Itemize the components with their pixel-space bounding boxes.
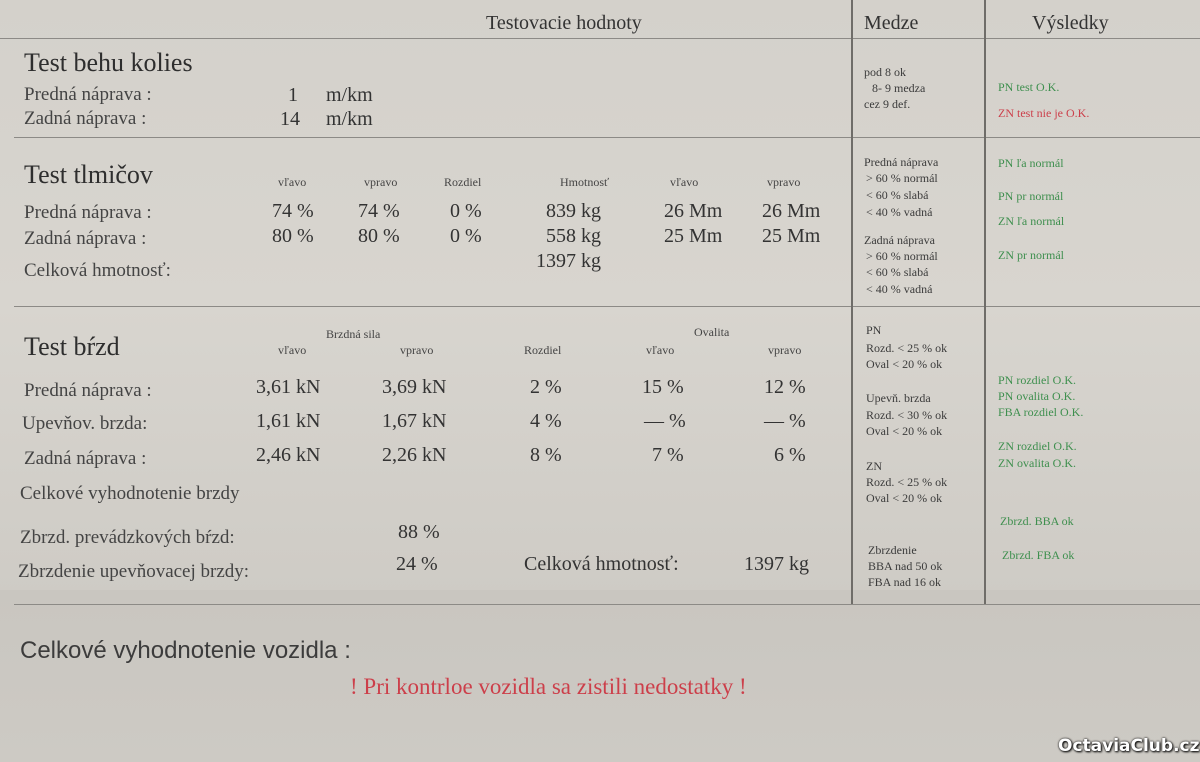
damper-col-mass: Hmotnosť [560, 175, 610, 189]
brake-total-mass-label: Celková hmotnosť: [524, 553, 679, 575]
brake-limit-pn-title: PN [866, 323, 882, 337]
brake-col-oright: vpravo [768, 343, 802, 357]
brake-rear-oleft: 7 % [652, 444, 684, 466]
header-results: Výsledky [1032, 12, 1109, 34]
brake-total-mass-value: 1397 kg [744, 553, 809, 575]
damper-col-diff: Rozdiel [444, 175, 482, 189]
wheel-front-value: 1 [288, 84, 298, 106]
wheel-front-unit: m/km [326, 84, 373, 106]
brake-parking-left: 1,61 kN [256, 410, 321, 432]
header-test-values: Testovacie hodnoty [486, 12, 642, 34]
damper-limit-rear-1: > 60 % normál [866, 249, 938, 263]
wheel-rear-unit: m/km [326, 108, 373, 130]
damper-total-mass: 1397 kg [536, 250, 601, 272]
brake-rear-right: 2,26 kN [382, 444, 447, 466]
damper-front-label: Predná náprava : [24, 202, 152, 223]
damper-front-right: 74 % [358, 200, 400, 222]
header-limits: Medze [864, 12, 919, 34]
brake-rear-label: Zadná náprava : [24, 448, 147, 469]
brake-test-title: Test bŕzd [24, 332, 120, 361]
divider-brake [14, 604, 1200, 605]
damper-col-right2: vpravo [767, 175, 801, 189]
brake-group-ovality: Ovalita [694, 325, 730, 339]
damper-limit-front-3: < 40 % vadná [866, 205, 933, 219]
brake-overall-label: Celkové vyhodnotenie brzdy [20, 483, 240, 504]
wheel-rear-value: 14 [280, 108, 300, 130]
wheel-test-title: Test behu kolies [24, 48, 193, 77]
brake-group-force: Brzdná sila [326, 327, 381, 341]
brake-parking-total-label: Zbrzdenie upevňovacej brzdy: [18, 561, 250, 582]
wheel-limit-1: pod 8 ok [864, 65, 906, 79]
brake-result-a1: PN rozdiel O.K. [998, 373, 1076, 387]
brake-parking-total-value: 24 % [396, 553, 438, 575]
damper-rear-right2: 25 Mm [762, 225, 821, 247]
brake-service-value: 88 % [398, 521, 440, 543]
divider-wheel [14, 137, 1200, 138]
brake-limit-up-title: Upevň. brzda [866, 391, 931, 405]
damper-rear-mass: 558 kg [546, 225, 601, 247]
brake-col-diff: Rozdiel [524, 343, 562, 357]
brake-limit-zbrz-1: BBA nad 50 ok [868, 559, 943, 573]
brake-rear-left: 2,46 kN [256, 444, 321, 466]
damper-rear-left2: 25 Mm [664, 225, 723, 247]
brake-limit-up-2: Oval < 20 % ok [866, 424, 943, 438]
damper-test-title: Test tlmičov [24, 160, 153, 189]
brake-result-a2: PN ovalita O.K. [998, 389, 1076, 403]
damper-result-2: PN pr normál [998, 189, 1064, 203]
wheel-limit-3: cez 9 def. [864, 97, 911, 111]
damper-col-right: vpravo [364, 175, 398, 189]
brake-rear-oright: 6 % [774, 444, 806, 466]
damper-limit-front-title: Predná náprava [864, 155, 939, 169]
brake-parking-label: Upevňov. brzda: [22, 413, 148, 434]
brake-result-c2: Zbrzd. FBA ok [1002, 548, 1075, 562]
brake-result-c1: Zbrzd. BBA ok [1000, 514, 1074, 528]
brake-result-b2: ZN ovalita O.K. [998, 456, 1076, 470]
damper-limit-rear-title: Zadná náprava [864, 233, 935, 247]
damper-front-diff: 0 % [450, 200, 482, 222]
divider-damper [14, 306, 1200, 307]
damper-rear-right: 80 % [358, 225, 400, 247]
wheel-rear-label: Zadná náprava : [24, 108, 147, 129]
brake-parking-diff: 4 % [530, 410, 562, 432]
brake-limit-pn-1: Rozd. < 25 % ok [866, 341, 948, 355]
damper-result-1: PN ľa normál [998, 156, 1064, 170]
divider-limits-left [851, 0, 853, 604]
wheel-result-rear: ZN test nie je O.K. [998, 106, 1090, 120]
damper-limit-rear-3: < 40 % vadná [866, 282, 933, 296]
site-watermark: OctaviaClub.cz [1058, 736, 1200, 756]
brake-limit-pn-2: Oval < 20 % ok [866, 357, 943, 371]
brake-service-label: Zbrzd. prevádzkových bŕzd: [20, 527, 235, 548]
damper-rear-diff: 0 % [450, 225, 482, 247]
brake-col-left: vľavo [278, 343, 307, 357]
brake-limit-zn-1: Rozd. < 25 % ok [866, 475, 948, 489]
brake-limit-zbrz-title: Zbrzdenie [868, 543, 917, 557]
damper-col-left: vľavo [278, 175, 307, 189]
brake-col-oleft: vľavo [646, 343, 675, 357]
brake-parking-oleft: — % [644, 410, 686, 432]
brake-parking-oright: — % [764, 410, 806, 432]
wheel-front-label: Predná náprava : [24, 84, 152, 105]
damper-front-mass: 839 kg [546, 200, 601, 222]
brake-result-b1: ZN rozdiel O.K. [998, 439, 1077, 453]
damper-front-left2: 26 Mm [664, 200, 723, 222]
final-evaluation-message: ! Pri kontrloe vozidla sa zistili nedostatky ! [350, 674, 747, 699]
damper-result-4: ZN pr normál [998, 248, 1064, 262]
damper-limit-front-2: < 60 % slabá [866, 188, 929, 202]
brake-col-right: vpravo [400, 343, 434, 357]
brake-limit-up-1: Rozd. < 30 % ok [866, 408, 948, 422]
brake-front-right: 3,69 kN [382, 376, 447, 398]
damper-rear-left: 80 % [272, 225, 314, 247]
damper-front-right2: 26 Mm [762, 200, 821, 222]
damper-limit-front-1: > 60 % normál [866, 171, 938, 185]
brake-front-left: 3,61 kN [256, 376, 321, 398]
damper-col-left2: vľavo [670, 175, 699, 189]
damper-limit-rear-2: < 60 % slabá [866, 265, 929, 279]
brake-front-diff: 2 % [530, 376, 562, 398]
divider-limits-right [984, 0, 986, 604]
damper-result-3: ZN ľa normál [998, 214, 1065, 228]
brake-front-oleft: 15 % [642, 376, 684, 398]
brake-result-a3: FBA rozdiel O.K. [998, 405, 1084, 419]
brake-limit-zn-title: ZN [866, 459, 882, 473]
brake-front-label: Predná náprava : [24, 380, 152, 401]
wheel-result-front: PN test O.K. [998, 80, 1060, 94]
brake-limit-zn-2: Oval < 20 % ok [866, 491, 943, 505]
brake-rear-diff: 8 % [530, 444, 562, 466]
divider-header [0, 38, 1200, 39]
wheel-limit-2: 8- 9 medza [872, 81, 926, 95]
brake-front-oright: 12 % [764, 376, 806, 398]
brake-limit-zbrz-2: FBA nad 16 ok [868, 575, 942, 589]
final-evaluation-title: Celkové vyhodnotenie vozidla : [20, 637, 351, 664]
damper-total-label: Celková hmotnosť: [24, 260, 171, 281]
brake-parking-right: 1,67 kN [382, 410, 447, 432]
damper-rear-label: Zadná náprava : [24, 228, 147, 249]
damper-front-left: 74 % [272, 200, 314, 222]
